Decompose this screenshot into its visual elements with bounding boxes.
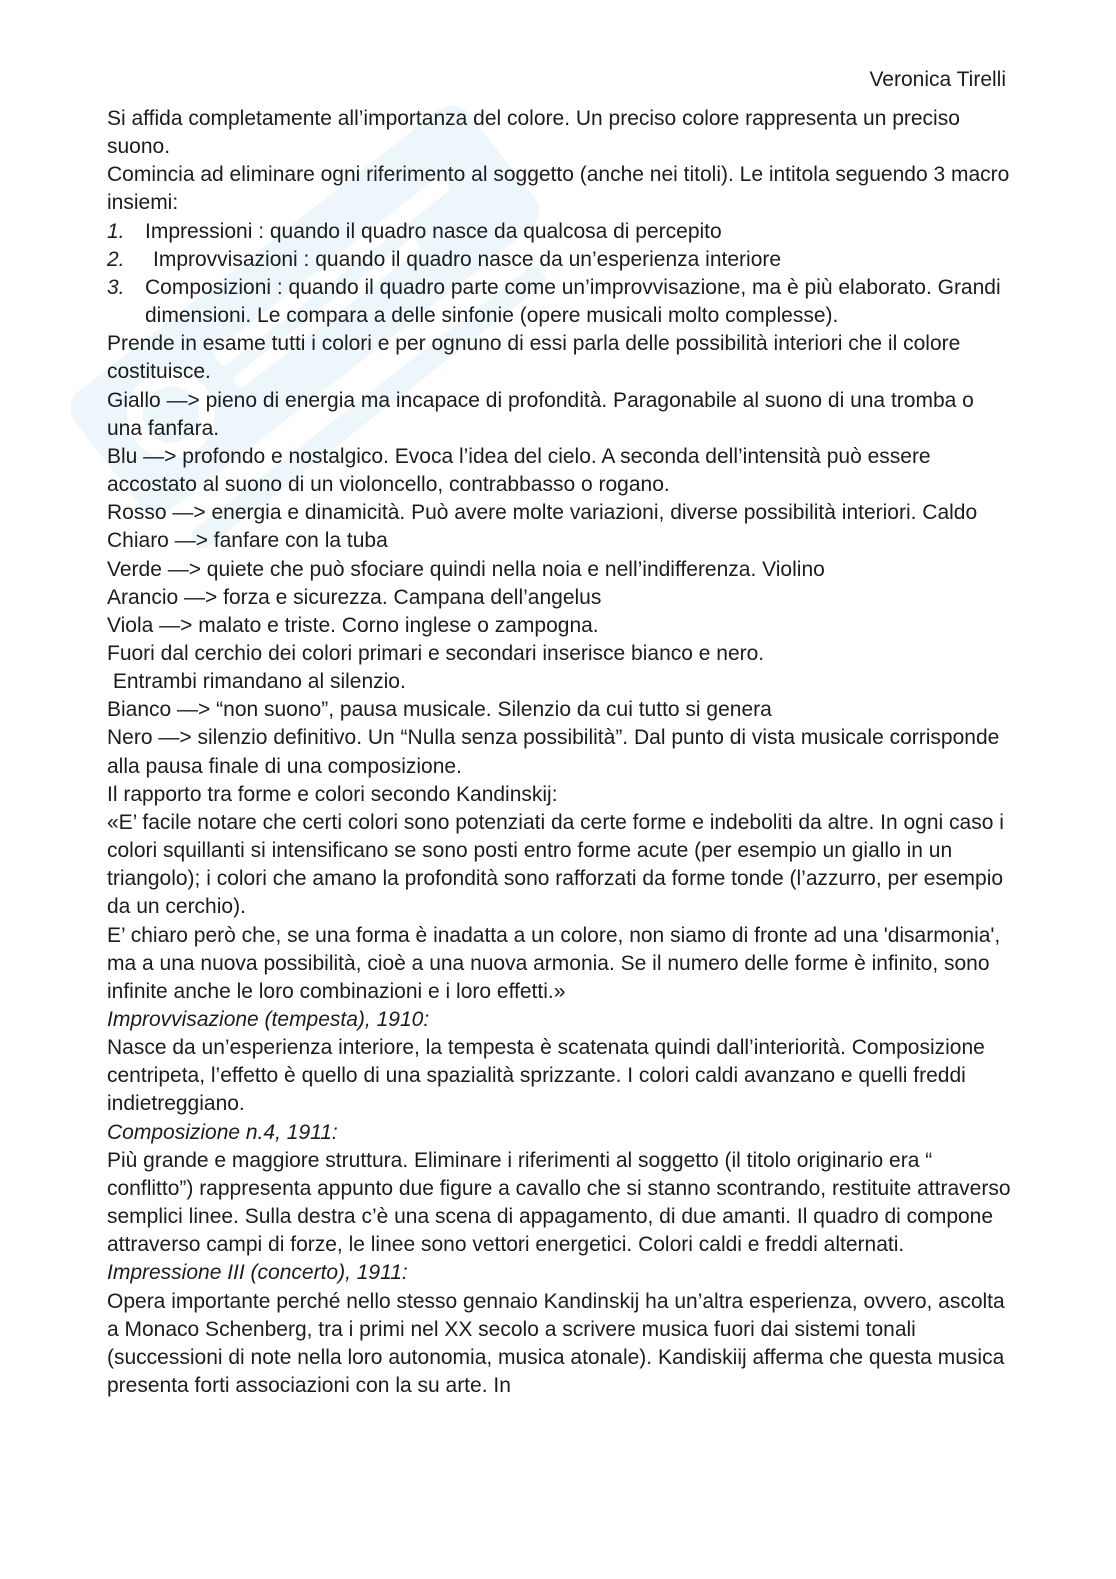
artwork-title: Composizione n.4, 1911:	[107, 1120, 338, 1144]
artwork-description: Nasce da un’esperienza interiore, la tempesta è scatenata quindi dall’interiorità. Composizione centripeta, l’effetto è quello di una spazialità sprizzante. I colori caldi avanzano e quelli freddi indietreggiano.	[107, 1036, 985, 1116]
list-item	[107, 246, 1012, 274]
color-description: Bianco —> “non suono”, pausa musicale. Silenzio da cui tutto si genera	[107, 698, 772, 722]
color-description: Giallo —> pieno di energia ma incapace di profondità. Paragonabile al suono di una tromba o una fanfara.	[107, 388, 974, 440]
paragraph: Entrambi rimandano al silenzio.	[107, 670, 406, 694]
color-description: Rosso —> energia e dinamicità. Può avere molte variazioni, diverse possibilità interiori. Caldo Chiaro —> fanfare con la tuba	[107, 501, 978, 553]
artwork-description: Opera importante perché nello stesso gennaio Kandinskij ha un’altra esperienza, ovvero, ascolta a Monaco Schenberg, tra i primi nel XX secolo a scrivere musica fuori dai sistemi tonali (successioni di note nella loro autonomia, musica atonale). Kandiskiij afferma che questa musica presenta forti associazioni con la su arte. In	[107, 1289, 1005, 1398]
color-description: Blu —> profondo e nostalgico. Evoca l’idea del cielo. A seconda dell’intensità può essere accostato al suono di un violoncello, contrabbasso o rogano.	[107, 444, 931, 497]
color-description: Arancio —> forza e sicurezza. Campana dell’angelus	[107, 585, 602, 609]
color-description: Verde —> quiete che può sfociare quindi nella noia e nell’indifferenza. Violino	[107, 557, 825, 581]
color-description: Viola —> malato e triste. Corno inglese o zampogna.	[107, 613, 599, 637]
paragraph: Si affida completamente all’importanza del colore. Un preciso colore rappresenta un preciso suono.	[107, 107, 960, 159]
list-item	[107, 274, 1012, 330]
paragraph: Il rapporto tra forme e colori secondo Kandinskij:	[107, 782, 558, 806]
quote-paragraph: E’ chiaro però che, se una forma è inadatta a un colore, non siamo di fronte ad una 'disarmonia', ma a una nuova possibilità, cioè a una nuova armonia. Se il numero delle forme è infinito, sono infinite anche le loro combinazioni e i loro effetti.»	[107, 923, 1001, 1003]
document-body	[107, 105, 1012, 1400]
list-item	[107, 218, 1012, 246]
artwork-title: Impressione III (concerto), 1911:	[107, 1261, 408, 1285]
author-name: Veronica Tirelli	[869, 68, 1006, 91]
numbered-list	[107, 218, 1012, 331]
list-text: Composizioni : quando il quadro parte come un’improvvisazione, ma è più elaborato. Grandi dimensioni. Le compara a delle sinfonie (opere musicali molto complesse).	[145, 275, 1001, 328]
artwork-title: Improvvisazione (tempesta), 1910:	[107, 1008, 430, 1031]
quote-paragraph: «E’ facile notare che certi colori sono potenziati da certe forme e indeboliti da altre. In ogni caso i colori squillanti si intensificano se sono posti entro forme acute (per esempio un giallo in un triangolo); i colori che amano la profondità sono rafforzati da forme tonde (l’azzurro, per esempio da un cerchio).	[107, 810, 1004, 919]
list-number: 2.	[107, 247, 125, 271]
list-number: 3.	[107, 275, 125, 299]
color-description: Nero —> silenzio definitivo. Un “Nulla senza possibilità”. Dal punto di vista musicale corrisponde alla pausa finale di una composizione.	[107, 726, 1000, 778]
paragraph: Comincia ad eliminare ogni riferimento al soggetto (anche nei titoli). Le intitola seguendo 3 macro insiemi:	[107, 163, 1010, 215]
paragraph: Prende in esame tutti i colori e per ognuno di essi parla delle possibilità interiori che il colore costituisce.	[107, 332, 961, 384]
list-text: Improvvisazioni : quando il quadro nasce da un’esperienza interiore	[153, 247, 782, 271]
paragraph: Fuori dal cerchio dei colori primari e secondari inserisce bianco e nero.	[107, 641, 765, 665]
list-text: Impressioni : quando il quadro nasce da qualcosa di percepito	[145, 219, 722, 243]
list-number: 1.	[107, 219, 125, 243]
artwork-description: Più grande e maggiore struttura. Eliminare i riferimenti al soggetto (il titolo originario era “ conflitto”) rappresenta appunto due figure a cavallo che si stanno scontrando, restituite attraverso semplici linee. Sulla destra c’è una scena di appagamento, di due amanti. Il quadro di compone attraverso campi di forze, le linee sono vettori energetici. Colori caldi e freddi alternati.	[107, 1148, 1011, 1257]
